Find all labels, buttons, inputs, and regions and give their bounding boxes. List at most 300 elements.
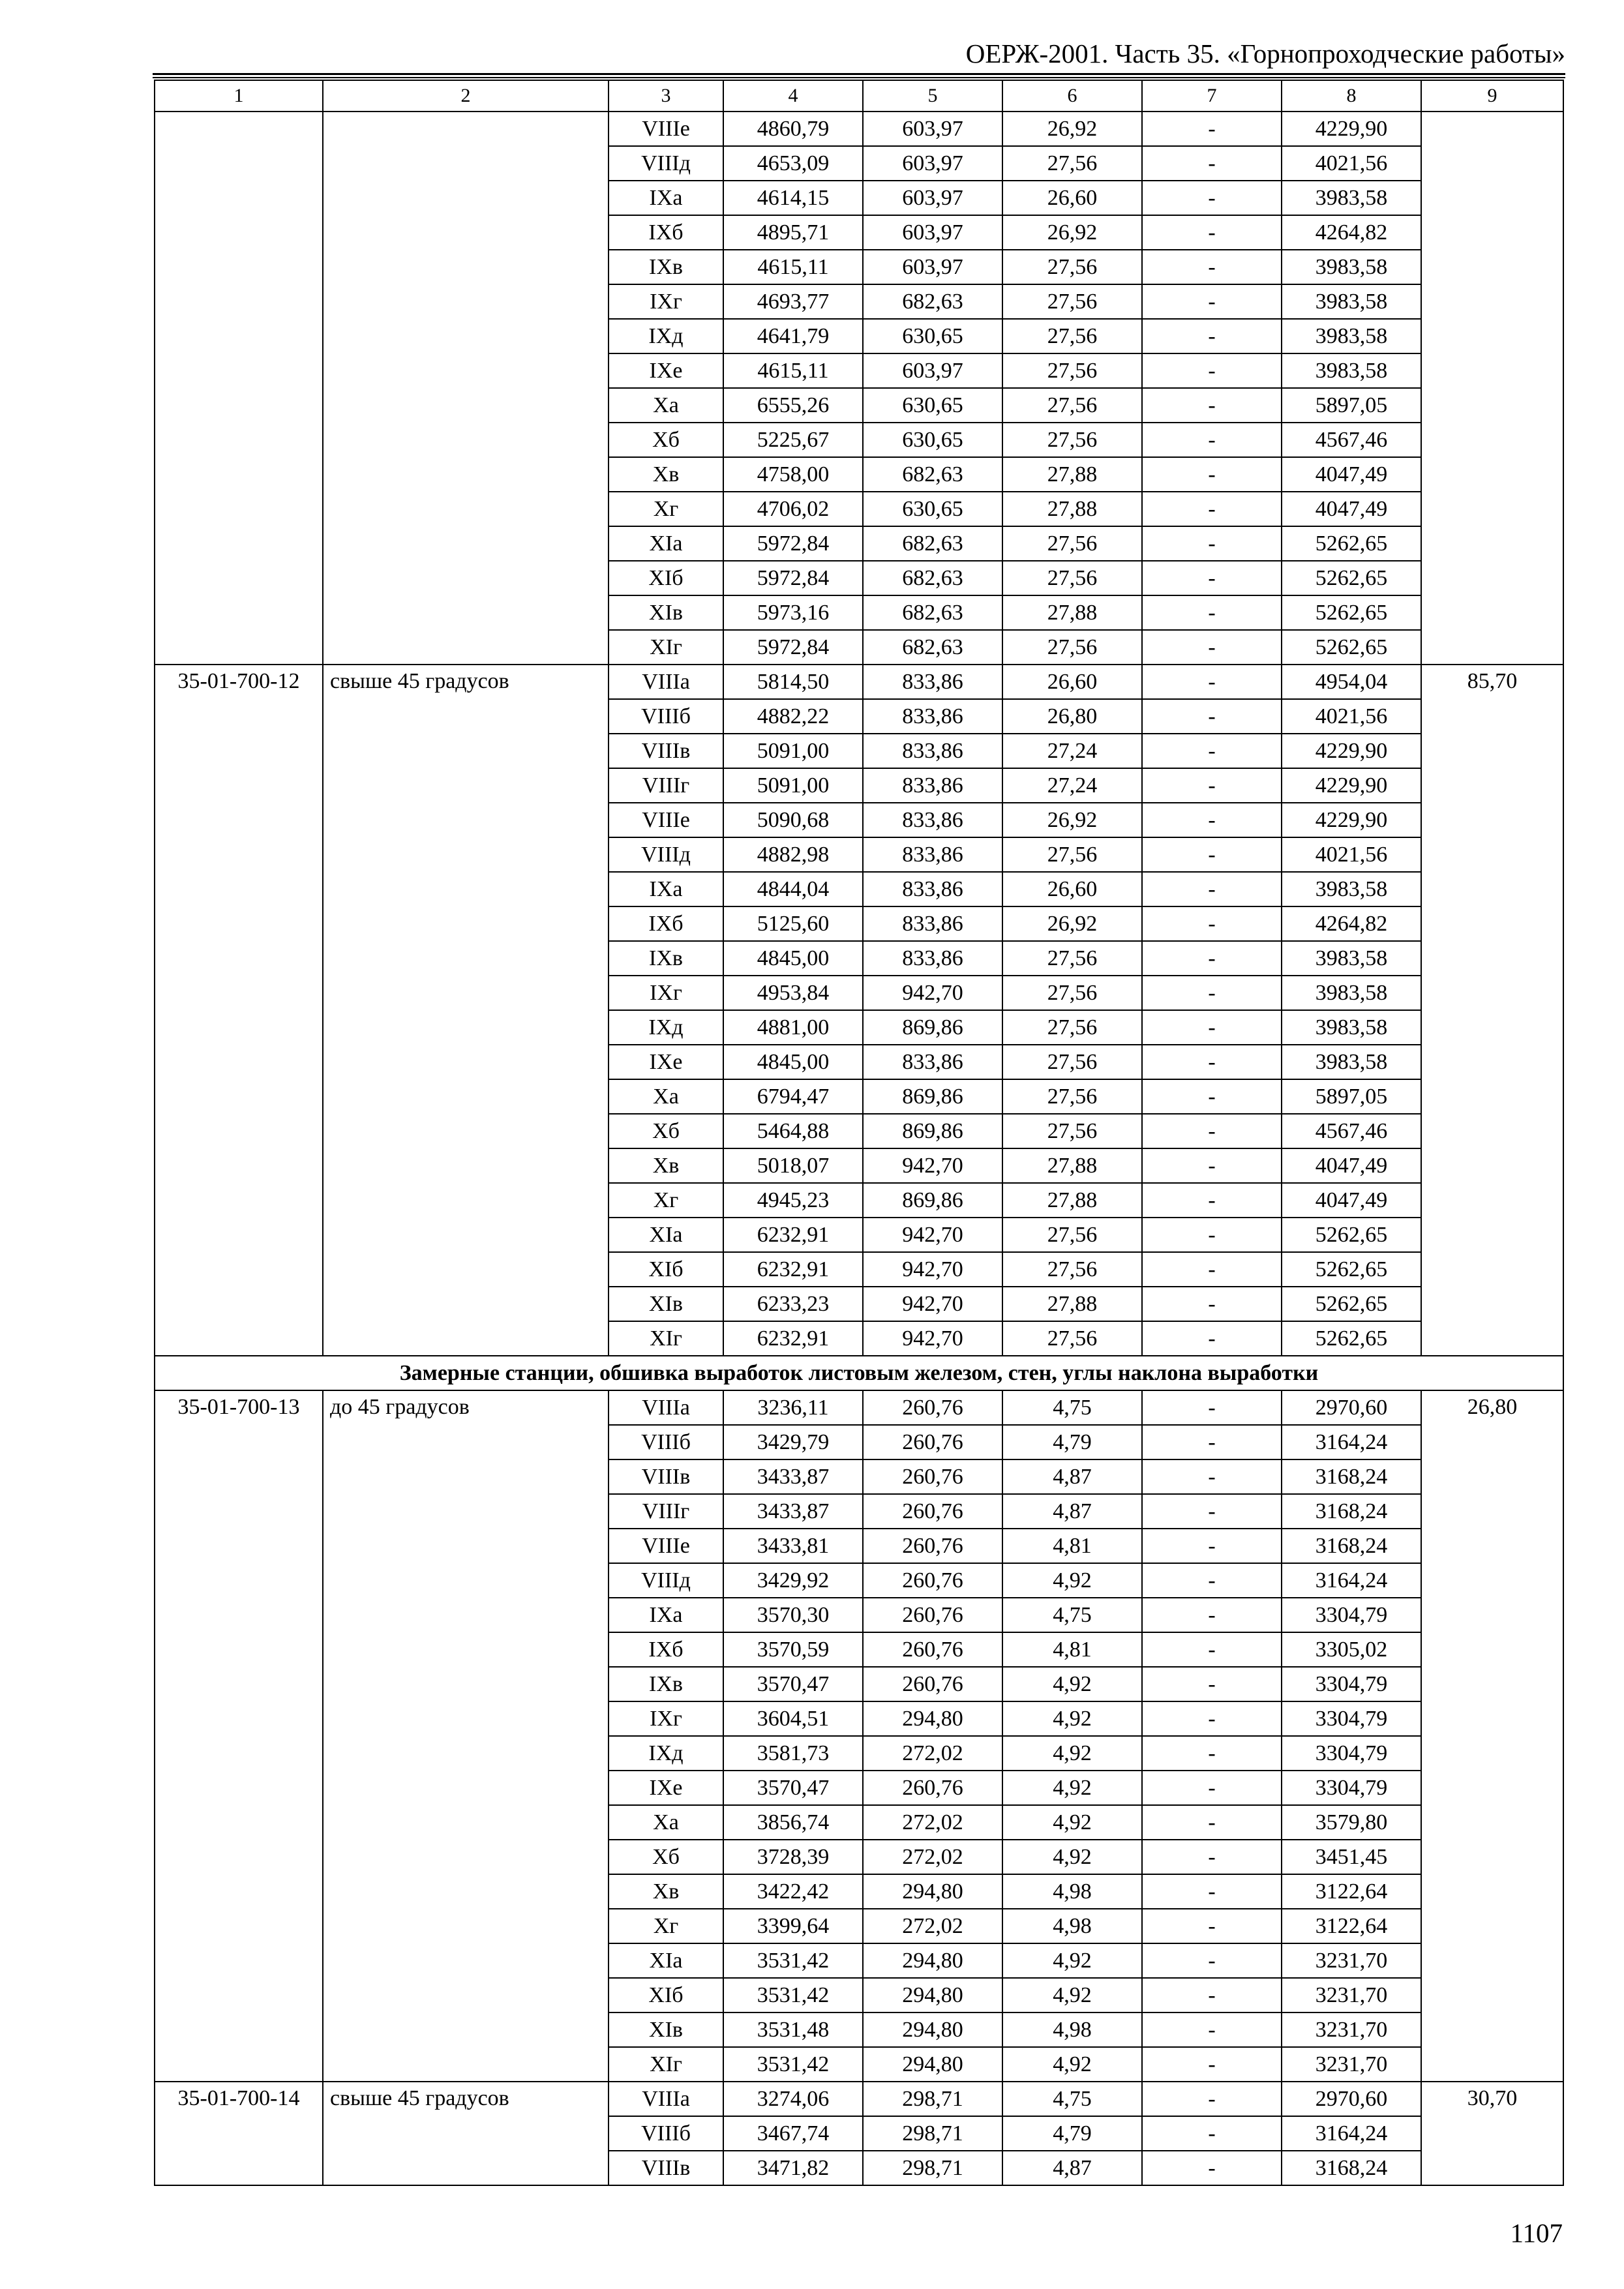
rock-category: VIIIб bbox=[609, 2116, 723, 2151]
total-cost: 5972,84 bbox=[723, 526, 863, 561]
materials-cost: 3983,58 bbox=[1282, 976, 1421, 1010]
total-cost: 4845,00 bbox=[723, 941, 863, 976]
materials-cost: 4047,49 bbox=[1282, 1148, 1421, 1183]
machine-operation: 27,88 bbox=[1002, 457, 1142, 492]
labor-wages: 260,76 bbox=[863, 1529, 1002, 1563]
total-cost: 3236,11 bbox=[723, 1390, 863, 1425]
total-cost: 5125,60 bbox=[723, 906, 863, 941]
labor-wages: 260,76 bbox=[863, 1425, 1002, 1459]
materials-cost: 4047,49 bbox=[1282, 492, 1421, 526]
machine-operation: 4,92 bbox=[1002, 1563, 1142, 1598]
materials-cost: 5897,05 bbox=[1282, 388, 1421, 423]
total-cost: 5091,00 bbox=[723, 768, 863, 803]
materials-cost: 5262,65 bbox=[1282, 561, 1421, 595]
machine-operation: 27,56 bbox=[1002, 284, 1142, 319]
labor-wages: 260,76 bbox=[863, 1459, 1002, 1494]
materials-cost: 5262,65 bbox=[1282, 1321, 1421, 1356]
rock-category: VIIIа bbox=[609, 1390, 723, 1425]
materials-cost: 2970,60 bbox=[1282, 1390, 1421, 1425]
labor-wages: 260,76 bbox=[863, 1667, 1002, 1701]
total-cost: 4860,79 bbox=[723, 112, 863, 146]
labor-wages: 869,86 bbox=[863, 1079, 1002, 1114]
labor-wages: 942,70 bbox=[863, 1252, 1002, 1287]
machine-operation: 27,56 bbox=[1002, 526, 1142, 561]
machine-operation: 4,81 bbox=[1002, 1632, 1142, 1667]
materials-cost: 3231,70 bbox=[1282, 1978, 1421, 2012]
rate-code bbox=[155, 112, 323, 665]
driver-wages: - bbox=[1142, 526, 1282, 561]
column-number: 2 bbox=[323, 80, 609, 112]
machine-operation: 26,92 bbox=[1002, 906, 1142, 941]
materials-cost: 5262,65 bbox=[1282, 526, 1421, 561]
driver-wages: - bbox=[1142, 1390, 1282, 1425]
machine-operation: 4,81 bbox=[1002, 1529, 1142, 1563]
materials-cost: 3168,24 bbox=[1282, 2151, 1421, 2185]
driver-wages: - bbox=[1142, 492, 1282, 526]
materials-cost: 3579,80 bbox=[1282, 1805, 1421, 1840]
machine-operation: 4,87 bbox=[1002, 1494, 1142, 1529]
machine-operation: 4,92 bbox=[1002, 1978, 1142, 2012]
machine-operation: 4,92 bbox=[1002, 1736, 1142, 1771]
section-heading: Замерные станции, обшивка выработок листовым железом, стен, углы наклона выработки bbox=[155, 1356, 1563, 1390]
rock-category: VIIIб bbox=[609, 1425, 723, 1459]
materials-cost: 3164,24 bbox=[1282, 1563, 1421, 1598]
machine-operation: 27,88 bbox=[1002, 1148, 1142, 1183]
driver-wages: - bbox=[1142, 1321, 1282, 1356]
labor-wages: 833,86 bbox=[863, 906, 1002, 941]
machine-operation: 27,56 bbox=[1002, 353, 1142, 388]
machine-operation: 27,56 bbox=[1002, 1218, 1142, 1252]
total-cost: 4758,00 bbox=[723, 457, 863, 492]
rate-column-9: 30,70 bbox=[1421, 2082, 1563, 2185]
materials-cost: 3451,45 bbox=[1282, 1840, 1421, 1874]
rock-category: Xг bbox=[609, 1183, 723, 1218]
total-cost: 4953,84 bbox=[723, 976, 863, 1010]
rate-description bbox=[323, 112, 609, 665]
total-cost: 5018,07 bbox=[723, 1148, 863, 1183]
column-number: 8 bbox=[1282, 80, 1421, 112]
machine-operation: 26,80 bbox=[1002, 699, 1142, 734]
total-cost: 6232,91 bbox=[723, 1218, 863, 1252]
machine-operation: 4,87 bbox=[1002, 2151, 1142, 2185]
driver-wages: - bbox=[1142, 1978, 1282, 2012]
labor-wages: 942,70 bbox=[863, 976, 1002, 1010]
rock-category: VIIIд bbox=[609, 837, 723, 872]
driver-wages: - bbox=[1142, 2116, 1282, 2151]
labor-wages: 833,86 bbox=[863, 837, 1002, 872]
materials-cost: 3231,70 bbox=[1282, 1943, 1421, 1978]
materials-cost: 3983,58 bbox=[1282, 250, 1421, 284]
rock-category: XIг bbox=[609, 2047, 723, 2082]
materials-cost: 4047,49 bbox=[1282, 1183, 1421, 1218]
rock-category: XIг bbox=[609, 1321, 723, 1356]
materials-cost: 3983,58 bbox=[1282, 181, 1421, 215]
labor-wages: 833,86 bbox=[863, 734, 1002, 768]
materials-cost: 3983,58 bbox=[1282, 941, 1421, 976]
machine-operation: 27,56 bbox=[1002, 388, 1142, 423]
driver-wages: - bbox=[1142, 665, 1282, 699]
rate-column-9: 26,80 bbox=[1421, 1390, 1563, 2082]
total-cost: 5464,88 bbox=[723, 1114, 863, 1148]
rock-category: VIIIе bbox=[609, 112, 723, 146]
driver-wages: - bbox=[1142, 803, 1282, 837]
materials-cost: 3168,24 bbox=[1282, 1459, 1421, 1494]
machine-operation: 4,98 bbox=[1002, 1874, 1142, 1909]
rock-category: Xв bbox=[609, 457, 723, 492]
labor-wages: 603,97 bbox=[863, 112, 1002, 146]
rates-table-body bbox=[155, 80, 1563, 2185]
driver-wages: - bbox=[1142, 112, 1282, 146]
rock-category: Xа bbox=[609, 1805, 723, 1840]
driver-wages: - bbox=[1142, 1425, 1282, 1459]
driver-wages: - bbox=[1142, 388, 1282, 423]
labor-wages: 682,63 bbox=[863, 561, 1002, 595]
page-number: 1107 bbox=[1510, 2218, 1563, 2248]
rock-category: IXе bbox=[609, 353, 723, 388]
labor-wages: 603,97 bbox=[863, 250, 1002, 284]
rock-category: VIIIд bbox=[609, 146, 723, 181]
materials-cost: 3122,64 bbox=[1282, 1909, 1421, 1943]
labor-wages: 272,02 bbox=[863, 1909, 1002, 1943]
labor-wages: 833,86 bbox=[863, 665, 1002, 699]
total-cost: 4882,22 bbox=[723, 699, 863, 734]
labor-wages: 833,86 bbox=[863, 941, 1002, 976]
labor-wages: 682,63 bbox=[863, 457, 1002, 492]
machine-operation: 27,56 bbox=[1002, 423, 1142, 457]
labor-wages: 833,86 bbox=[863, 872, 1002, 906]
total-cost: 4615,11 bbox=[723, 250, 863, 284]
labor-wages: 682,63 bbox=[863, 526, 1002, 561]
rock-category: VIIIб bbox=[609, 699, 723, 734]
machine-operation: 4,92 bbox=[1002, 1771, 1142, 1805]
rock-category: VIIIе bbox=[609, 803, 723, 837]
machine-operation: 4,92 bbox=[1002, 2047, 1142, 2082]
rock-category: IXв bbox=[609, 250, 723, 284]
total-cost: 3531,48 bbox=[723, 2012, 863, 2047]
header-rule-thin bbox=[153, 77, 1565, 78]
rock-category: Xг bbox=[609, 492, 723, 526]
column-number: 4 bbox=[723, 80, 863, 112]
machine-operation: 27,56 bbox=[1002, 1321, 1142, 1356]
driver-wages: - bbox=[1142, 2012, 1282, 2047]
column-number-row bbox=[155, 80, 1563, 112]
rock-category: IXв bbox=[609, 941, 723, 976]
rock-category: XIв bbox=[609, 1287, 723, 1321]
labor-wages: 630,65 bbox=[863, 423, 1002, 457]
driver-wages: - bbox=[1142, 1667, 1282, 1701]
labor-wages: 298,71 bbox=[863, 2082, 1002, 2116]
labor-wages: 833,86 bbox=[863, 1045, 1002, 1079]
labor-wages: 260,76 bbox=[863, 1771, 1002, 1805]
total-cost: 5225,67 bbox=[723, 423, 863, 457]
machine-operation: 27,56 bbox=[1002, 941, 1142, 976]
labor-wages: 603,97 bbox=[863, 181, 1002, 215]
driver-wages: - bbox=[1142, 561, 1282, 595]
rock-category: IXе bbox=[609, 1045, 723, 1079]
materials-cost: 3983,58 bbox=[1282, 353, 1421, 388]
rock-category: Xа bbox=[609, 1079, 723, 1114]
total-cost: 4945,23 bbox=[723, 1183, 863, 1218]
labor-wages: 260,76 bbox=[863, 1494, 1002, 1529]
running-header-title: ОЕРЖ-2001. Часть 35. «Горнопроходческие работы» bbox=[965, 38, 1565, 68]
driver-wages: - bbox=[1142, 1563, 1282, 1598]
labor-wages: 833,86 bbox=[863, 768, 1002, 803]
materials-cost: 3168,24 bbox=[1282, 1529, 1421, 1563]
header-rule-thick bbox=[153, 73, 1565, 75]
materials-cost: 5897,05 bbox=[1282, 1079, 1421, 1114]
driver-wages: - bbox=[1142, 734, 1282, 768]
machine-operation: 27,88 bbox=[1002, 492, 1142, 526]
rock-category: VIIIе bbox=[609, 1529, 723, 1563]
labor-wages: 630,65 bbox=[863, 492, 1002, 526]
rate-description: свыше 45 градусов bbox=[323, 665, 609, 1356]
column-number: 6 bbox=[1002, 80, 1142, 112]
rock-category: XIв bbox=[609, 2012, 723, 2047]
labor-wages: 630,65 bbox=[863, 319, 1002, 353]
driver-wages: - bbox=[1142, 1701, 1282, 1736]
rock-category: Xб bbox=[609, 1114, 723, 1148]
labor-wages: 682,63 bbox=[863, 595, 1002, 630]
materials-cost: 5262,65 bbox=[1282, 1218, 1421, 1252]
total-cost: 4693,77 bbox=[723, 284, 863, 319]
labor-wages: 942,70 bbox=[863, 1321, 1002, 1356]
materials-cost: 3304,79 bbox=[1282, 1701, 1421, 1736]
labor-wages: 272,02 bbox=[863, 1840, 1002, 1874]
labor-wages: 298,71 bbox=[863, 2116, 1002, 2151]
materials-cost: 3164,24 bbox=[1282, 1425, 1421, 1459]
total-cost: 4706,02 bbox=[723, 492, 863, 526]
driver-wages: - bbox=[1142, 1459, 1282, 1494]
labor-wages: 942,70 bbox=[863, 1287, 1002, 1321]
rock-category: IXд bbox=[609, 319, 723, 353]
driver-wages: - bbox=[1142, 1736, 1282, 1771]
driver-wages: - bbox=[1142, 1218, 1282, 1252]
machine-operation: 26,92 bbox=[1002, 112, 1142, 146]
machine-operation: 27,56 bbox=[1002, 1010, 1142, 1045]
machine-operation: 4,92 bbox=[1002, 1840, 1142, 1874]
total-cost: 4845,00 bbox=[723, 1045, 863, 1079]
rate-column-9 bbox=[1421, 112, 1563, 665]
materials-cost: 4264,82 bbox=[1282, 906, 1421, 941]
machine-operation: 27,56 bbox=[1002, 1079, 1142, 1114]
materials-cost: 3304,79 bbox=[1282, 1771, 1421, 1805]
machine-operation: 27,56 bbox=[1002, 1045, 1142, 1079]
total-cost: 4881,00 bbox=[723, 1010, 863, 1045]
machine-operation: 27,56 bbox=[1002, 976, 1142, 1010]
rates-table bbox=[154, 80, 1564, 2186]
labor-wages: 942,70 bbox=[863, 1218, 1002, 1252]
column-number: 5 bbox=[863, 80, 1002, 112]
machine-operation: 26,92 bbox=[1002, 215, 1142, 250]
total-cost: 3570,47 bbox=[723, 1771, 863, 1805]
table-row bbox=[155, 112, 1563, 146]
column-number: 3 bbox=[609, 80, 723, 112]
rock-category: IXб bbox=[609, 215, 723, 250]
driver-wages: - bbox=[1142, 906, 1282, 941]
driver-wages: - bbox=[1142, 1148, 1282, 1183]
column-number: 1 bbox=[155, 80, 323, 112]
total-cost: 5090,68 bbox=[723, 803, 863, 837]
total-cost: 3581,73 bbox=[723, 1736, 863, 1771]
materials-cost: 3304,79 bbox=[1282, 1736, 1421, 1771]
machine-operation: 4,98 bbox=[1002, 1909, 1142, 1943]
rock-category: XIв bbox=[609, 595, 723, 630]
rock-category: IXд bbox=[609, 1736, 723, 1771]
materials-cost: 3305,02 bbox=[1282, 1632, 1421, 1667]
total-cost: 5091,00 bbox=[723, 734, 863, 768]
machine-operation: 27,24 bbox=[1002, 768, 1142, 803]
rock-category: IXг bbox=[609, 284, 723, 319]
driver-wages: - bbox=[1142, 1183, 1282, 1218]
materials-cost: 3983,58 bbox=[1282, 284, 1421, 319]
total-cost: 6233,23 bbox=[723, 1287, 863, 1321]
table-row bbox=[155, 665, 1563, 699]
total-cost: 3399,64 bbox=[723, 1909, 863, 1943]
labor-wages: 603,97 bbox=[863, 353, 1002, 388]
rock-category: IXд bbox=[609, 1010, 723, 1045]
driver-wages: - bbox=[1142, 941, 1282, 976]
total-cost: 4641,79 bbox=[723, 319, 863, 353]
materials-cost: 4954,04 bbox=[1282, 665, 1421, 699]
labor-wages: 294,80 bbox=[863, 1701, 1002, 1736]
machine-operation: 26,60 bbox=[1002, 181, 1142, 215]
driver-wages: - bbox=[1142, 181, 1282, 215]
total-cost: 4614,15 bbox=[723, 181, 863, 215]
rock-category: VIIIд bbox=[609, 1563, 723, 1598]
machine-operation: 4,98 bbox=[1002, 2012, 1142, 2047]
machine-operation: 27,56 bbox=[1002, 1252, 1142, 1287]
labor-wages: 833,86 bbox=[863, 803, 1002, 837]
labor-wages: 298,71 bbox=[863, 2151, 1002, 2185]
labor-wages: 294,80 bbox=[863, 1874, 1002, 1909]
materials-cost: 5262,65 bbox=[1282, 1287, 1421, 1321]
total-cost: 3531,42 bbox=[723, 1978, 863, 2012]
rock-category: VIIIа bbox=[609, 2082, 723, 2116]
machine-operation: 27,24 bbox=[1002, 734, 1142, 768]
machine-operation: 27,56 bbox=[1002, 319, 1142, 353]
machine-operation: 27,56 bbox=[1002, 630, 1142, 665]
total-cost: 5814,50 bbox=[723, 665, 863, 699]
total-cost: 3429,92 bbox=[723, 1563, 863, 1598]
driver-wages: - bbox=[1142, 1529, 1282, 1563]
materials-cost: 4021,56 bbox=[1282, 146, 1421, 181]
total-cost: 3570,59 bbox=[723, 1632, 863, 1667]
driver-wages: - bbox=[1142, 837, 1282, 872]
materials-cost: 4229,90 bbox=[1282, 734, 1421, 768]
machine-operation: 4,92 bbox=[1002, 1805, 1142, 1840]
machine-operation: 26,92 bbox=[1002, 803, 1142, 837]
rock-category: XIб bbox=[609, 1978, 723, 2012]
rate-code: 35-01-700-12 bbox=[155, 665, 323, 1356]
rate-column-9: 85,70 bbox=[1421, 665, 1563, 1356]
rock-category: VIIIв bbox=[609, 734, 723, 768]
driver-wages: - bbox=[1142, 1045, 1282, 1079]
labor-wages: 294,80 bbox=[863, 1943, 1002, 1978]
rock-category: Xб bbox=[609, 1840, 723, 1874]
rock-category: Xа bbox=[609, 388, 723, 423]
column-number: 9 bbox=[1421, 80, 1563, 112]
rock-category: XIа bbox=[609, 1218, 723, 1252]
total-cost: 3433,87 bbox=[723, 1494, 863, 1529]
total-cost: 4895,71 bbox=[723, 215, 863, 250]
materials-cost: 2970,60 bbox=[1282, 2082, 1421, 2116]
total-cost: 4882,98 bbox=[723, 837, 863, 872]
total-cost: 4844,04 bbox=[723, 872, 863, 906]
rock-category: Xв bbox=[609, 1148, 723, 1183]
total-cost: 5973,16 bbox=[723, 595, 863, 630]
materials-cost: 3983,58 bbox=[1282, 1045, 1421, 1079]
machine-operation: 27,88 bbox=[1002, 595, 1142, 630]
labor-wages: 260,76 bbox=[863, 1390, 1002, 1425]
labor-wages: 260,76 bbox=[863, 1563, 1002, 1598]
rock-category: IXа bbox=[609, 1598, 723, 1632]
materials-cost: 4229,90 bbox=[1282, 768, 1421, 803]
column-number: 7 bbox=[1142, 80, 1282, 112]
rock-category: IXе bbox=[609, 1771, 723, 1805]
labor-wages: 869,86 bbox=[863, 1010, 1002, 1045]
driver-wages: - bbox=[1142, 1632, 1282, 1667]
rate-code: 35-01-700-13 bbox=[155, 1390, 323, 2082]
total-cost: 5972,84 bbox=[723, 630, 863, 665]
driver-wages: - bbox=[1142, 1598, 1282, 1632]
rock-category: XIг bbox=[609, 630, 723, 665]
section-heading-row bbox=[155, 1356, 1563, 1390]
table-row bbox=[155, 1390, 1563, 1425]
materials-cost: 4047,49 bbox=[1282, 457, 1421, 492]
driver-wages: - bbox=[1142, 1909, 1282, 1943]
machine-operation: 4,79 bbox=[1002, 1425, 1142, 1459]
rock-category: XIб bbox=[609, 561, 723, 595]
driver-wages: - bbox=[1142, 768, 1282, 803]
rock-category: VIIIв bbox=[609, 2151, 723, 2185]
driver-wages: - bbox=[1142, 1010, 1282, 1045]
driver-wages: - bbox=[1142, 2082, 1282, 2116]
machine-operation: 4,79 bbox=[1002, 2116, 1142, 2151]
driver-wages: - bbox=[1142, 146, 1282, 181]
rock-category: IXб bbox=[609, 906, 723, 941]
machine-operation: 27,56 bbox=[1002, 1114, 1142, 1148]
rate-description: до 45 градусов bbox=[323, 1390, 609, 2082]
rock-category: IXа bbox=[609, 181, 723, 215]
driver-wages: - bbox=[1142, 2047, 1282, 2082]
materials-cost: 3231,70 bbox=[1282, 2047, 1421, 2082]
machine-operation: 27,88 bbox=[1002, 1183, 1142, 1218]
rock-category: VIIIа bbox=[609, 665, 723, 699]
driver-wages: - bbox=[1142, 215, 1282, 250]
total-cost: 6232,91 bbox=[723, 1321, 863, 1356]
machine-operation: 4,92 bbox=[1002, 1667, 1142, 1701]
driver-wages: - bbox=[1142, 1252, 1282, 1287]
driver-wages: - bbox=[1142, 423, 1282, 457]
total-cost: 3570,30 bbox=[723, 1598, 863, 1632]
materials-cost: 4021,56 bbox=[1282, 699, 1421, 734]
driver-wages: - bbox=[1142, 353, 1282, 388]
materials-cost: 3164,24 bbox=[1282, 2116, 1421, 2151]
driver-wages: - bbox=[1142, 1840, 1282, 1874]
materials-cost: 3122,64 bbox=[1282, 1874, 1421, 1909]
materials-cost: 3983,58 bbox=[1282, 319, 1421, 353]
rock-category: IXв bbox=[609, 1667, 723, 1701]
driver-wages: - bbox=[1142, 1771, 1282, 1805]
total-cost: 6555,26 bbox=[723, 388, 863, 423]
rock-category: IXг bbox=[609, 1701, 723, 1736]
materials-cost: 5262,65 bbox=[1282, 1252, 1421, 1287]
labor-wages: 294,80 bbox=[863, 2047, 1002, 2082]
machine-operation: 27,56 bbox=[1002, 837, 1142, 872]
materials-cost: 5262,65 bbox=[1282, 630, 1421, 665]
labor-wages: 603,97 bbox=[863, 215, 1002, 250]
machine-operation: 4,87 bbox=[1002, 1459, 1142, 1494]
